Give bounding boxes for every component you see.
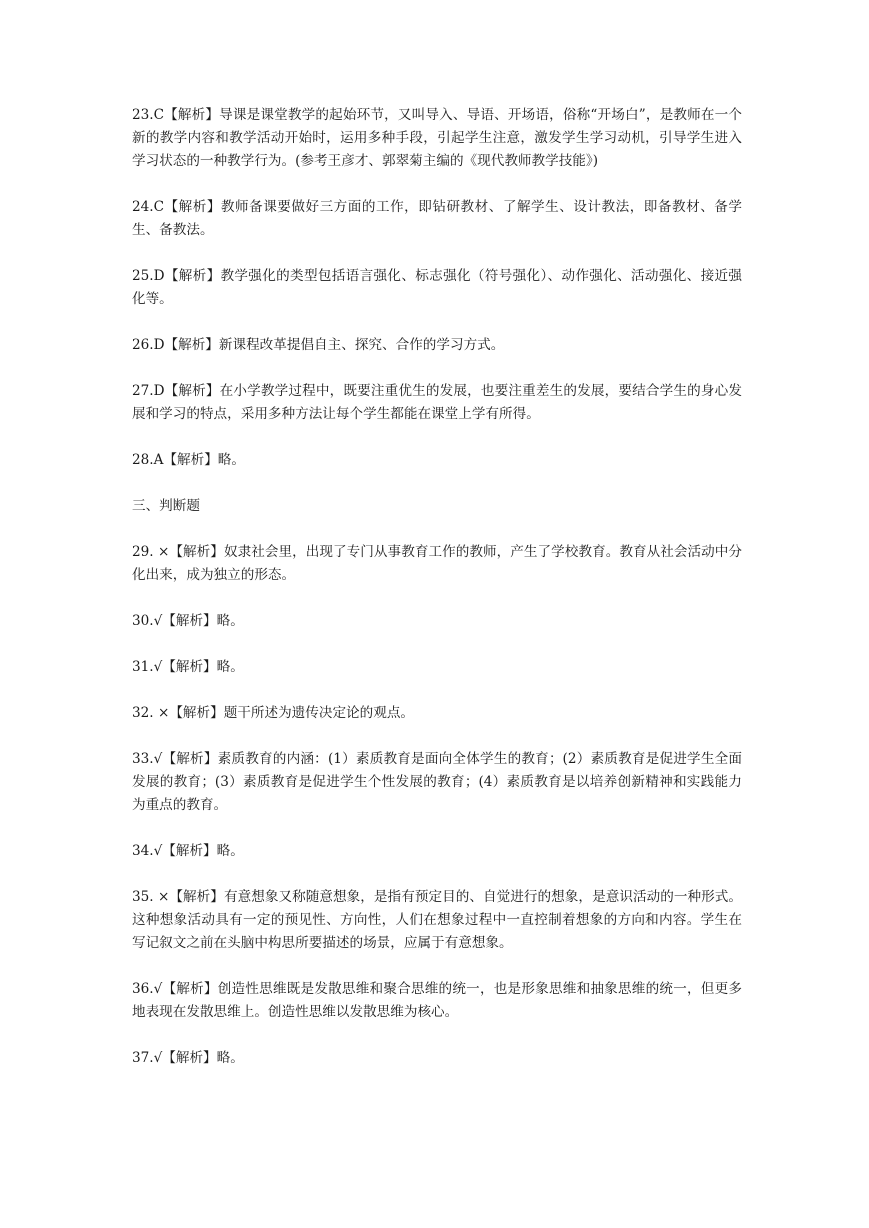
answer-32: 32. ×【解析】题干所述为遗传决定论的观点。 [132,705,415,721]
answer-25: 25.D【解析】教学强化的类型包括语言强化、标志强化（符号强化）、动作强化、活动强化、接近强化等。 [132,268,742,307]
answer-26: 26.D【解析】新课程改革提倡自主、探究、合作的学习方式。 [132,337,505,353]
answer-33: 33.√【解析】素质教育的内涵：(1）素质教育是面向全体学生的教育；(2）素质教育是促进学生全面发展的教育；(3）素质教育是促进学生个性发展的教育；(4）素质教育是以培养创新精神和实践能力为重点的教育。 [132,751,742,813]
answer-30: 30.√【解析】略。 [132,613,244,629]
answer-27: 27.D【解析】在小学教学过程中，既要注重优生的发展，也要注重差生的发展，要结合学生的身心发展和学习的特点，采用多种方法让每个学生都能在课堂上学有所得。 [132,383,742,422]
answer-24: 24.C【解析】教师备课要做好三方面的工作，即钻研教材、了解学生、设计教法，即备教材、备学生、备教法。 [132,199,742,238]
answer-28: 28.A【解析】略。 [132,452,245,468]
answer-35: 35. ×【解析】有意想象又称随意想象，是指有预定目的、自觉进行的想象，是意识活动的一种形式。这种想象活动具有一定的预见性、方向性，人们在想象过程中一直控制着想象的方向和内容。学生在写记叙文之前在头脑中构思所要描述的场景，应属于有意想象。 [132,889,742,951]
answer-29: 29. ×【解析】奴隶社会里，出现了专门从事教育工作的教师，产生了学校教育。教育从社会活动中分化出来，成为独立的形态。 [132,544,742,583]
answer-36: 36.√【解析】创造性思维既是发散思维和聚合思维的统一，也是形象思维和抽象思维的统一，但更多地表现在发散思维上。创造性思维以发散思维为核心。 [132,981,742,1020]
section-heading-judgement: 三、判断题 [132,498,200,514]
answer-34: 34.√【解析】略。 [132,843,244,859]
answer-23: 23.C【解析】导课是课堂教学的起始环节，又叫导入、导语、开场语，俗称“开场白”，是教师在一个新的教学内容和教学活动开始时，运用多种手段，引起学生注意，激发学生学习动机，引导学生进入学习状态的一种教学行为。(参考王彦才、郭翠菊主编的《现代教师教学技能》) [132,107,742,169]
answer-explanations [132,104,742,1093]
answer-37: 37.√【解析】略。 [132,1050,244,1066]
answer-31: 31.√【解析】略。 [132,659,244,675]
